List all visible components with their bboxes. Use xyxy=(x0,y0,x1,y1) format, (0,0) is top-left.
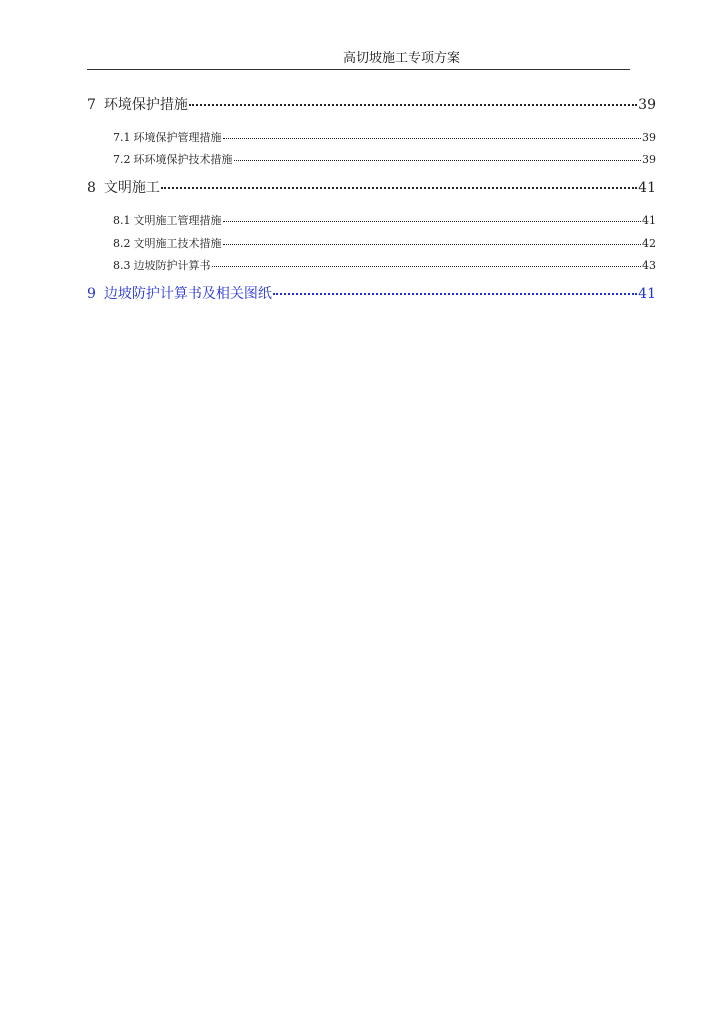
toc-dot-leader xyxy=(161,175,637,189)
toc-entry-7[interactable] xyxy=(87,95,656,114)
toc-entry-page: 41 xyxy=(638,180,656,196)
toc-dot-leader xyxy=(189,92,637,106)
toc-entry-title: 环环境保护技术措施 xyxy=(133,153,233,166)
toc-dot-leader xyxy=(223,212,642,222)
toc-entry-title: 环境保护措施 xyxy=(103,97,188,113)
toc-entry-title: 边坡防护计算书及相关图纸 xyxy=(103,286,272,302)
toc-entry-8[interactable] xyxy=(87,178,656,197)
toc-entry-page: 39 xyxy=(642,153,656,166)
toc-dot-leader xyxy=(234,151,642,161)
toc-entry-8-3[interactable] xyxy=(113,259,656,273)
toc-entry-number: 7 xyxy=(87,97,96,113)
toc-entry-8-2[interactable] xyxy=(113,237,656,251)
toc-entry-number: 8.1 xyxy=(113,214,131,227)
toc-entry-number: 8 xyxy=(87,180,96,196)
toc-entry-title: 文明施工技术措施 xyxy=(133,237,222,250)
toc-entry-number: 7.2 xyxy=(113,153,131,166)
toc-entry-number: 8.2 xyxy=(113,237,131,250)
toc-entry-page: 39 xyxy=(638,97,656,113)
toc-entry-number: 8.3 xyxy=(113,259,131,272)
toc-entry-title: 文明施工 xyxy=(103,180,160,196)
toc-entry-9-link[interactable] xyxy=(87,284,656,303)
toc-entry-page: 39 xyxy=(642,131,656,144)
toc-entry-page: 43 xyxy=(642,259,656,272)
document-title: 高切坡施工专项方案 xyxy=(343,51,461,66)
toc-entry-8-1[interactable] xyxy=(113,214,656,228)
toc-entry-number: 7.1 xyxy=(113,131,131,144)
header-divider xyxy=(87,69,630,70)
toc-entry-page: 42 xyxy=(642,237,656,250)
toc-entry-title: 环境保护管理措施 xyxy=(133,131,222,144)
toc-entry-7-1[interactable] xyxy=(113,131,656,145)
toc-dot-leader xyxy=(223,129,642,139)
toc-dot-leader xyxy=(273,281,637,295)
toc-entry-title: 边坡防护计算书 xyxy=(133,259,211,272)
toc-entry-page: 41 xyxy=(638,286,656,302)
toc-entry-page: 41 xyxy=(642,214,656,227)
page-header xyxy=(0,50,724,70)
toc-dot-leader xyxy=(212,257,642,267)
toc-dot-leader xyxy=(223,235,642,245)
toc-entry-7-2[interactable] xyxy=(113,153,656,167)
toc-entry-title: 文明施工管理措施 xyxy=(133,214,222,227)
toc-entry-number: 9 xyxy=(87,286,96,302)
